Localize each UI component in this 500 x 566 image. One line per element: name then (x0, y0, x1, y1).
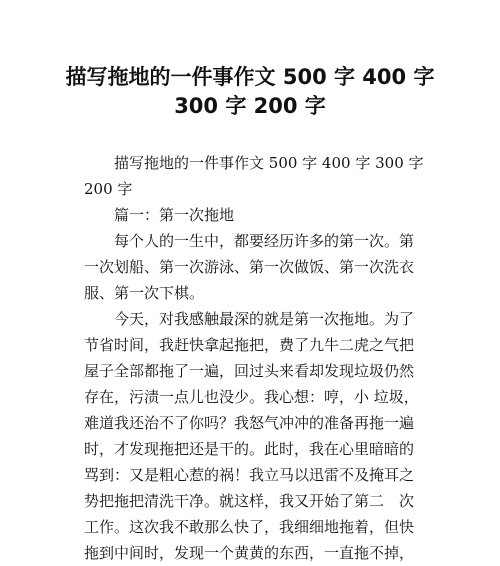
body-line: 节省时间，我赶快拿起拖把，费了九牛二虎之气把 (84, 336, 415, 354)
body-line: 骂到：又是粗心惹的祸！我立马以迅雷不及掩耳之 (84, 466, 415, 484)
body-line: 描写拖地的一件事作文 500 字 400 字 300 字 (84, 154, 424, 172)
body-line: 服、第一次下棋。 (84, 284, 205, 302)
body-line: 200 字 (84, 180, 133, 198)
body-line: 拖到中间时，发现一个黄黄的东西，一直拖不掉， (84, 544, 415, 562)
body-line: 难道我还治不了你吗？我怒气冲冲的准备再拖一遍 (84, 414, 415, 432)
body-line: 工作。这次我不敢那么快了，我细细地拖着，但快 (84, 518, 415, 536)
body-line: 存在，污渍一点儿也没少。我心想：哼，小 垃圾， (84, 388, 419, 406)
body-line: 势把拖把清洗干净。就这样，我又开始了第二 次 (84, 492, 415, 510)
body-line: 每个人的一生中，都要经历许多的第一次。第 (84, 232, 415, 250)
body-line: 一次划船、第一次游泳、第一次做饭、第一次洗衣 (84, 258, 415, 276)
document-title-line-2: 300 字 200 字 (174, 94, 326, 118)
body-line: 屋子全部都拖了一遍，回过头来看却发现垃圾仍然 (84, 362, 415, 380)
body-line: 今天，对我感触最深的就是第一次拖地。为了 (84, 310, 415, 328)
document-title-line-1: 描写拖地的一件事作文 500 字 400 字 (65, 65, 435, 89)
section-heading: 篇一：第一次拖地 (84, 206, 235, 224)
body-line: 时，才发现拖把还是干的。此时，我在心里暗暗的 (84, 440, 415, 458)
